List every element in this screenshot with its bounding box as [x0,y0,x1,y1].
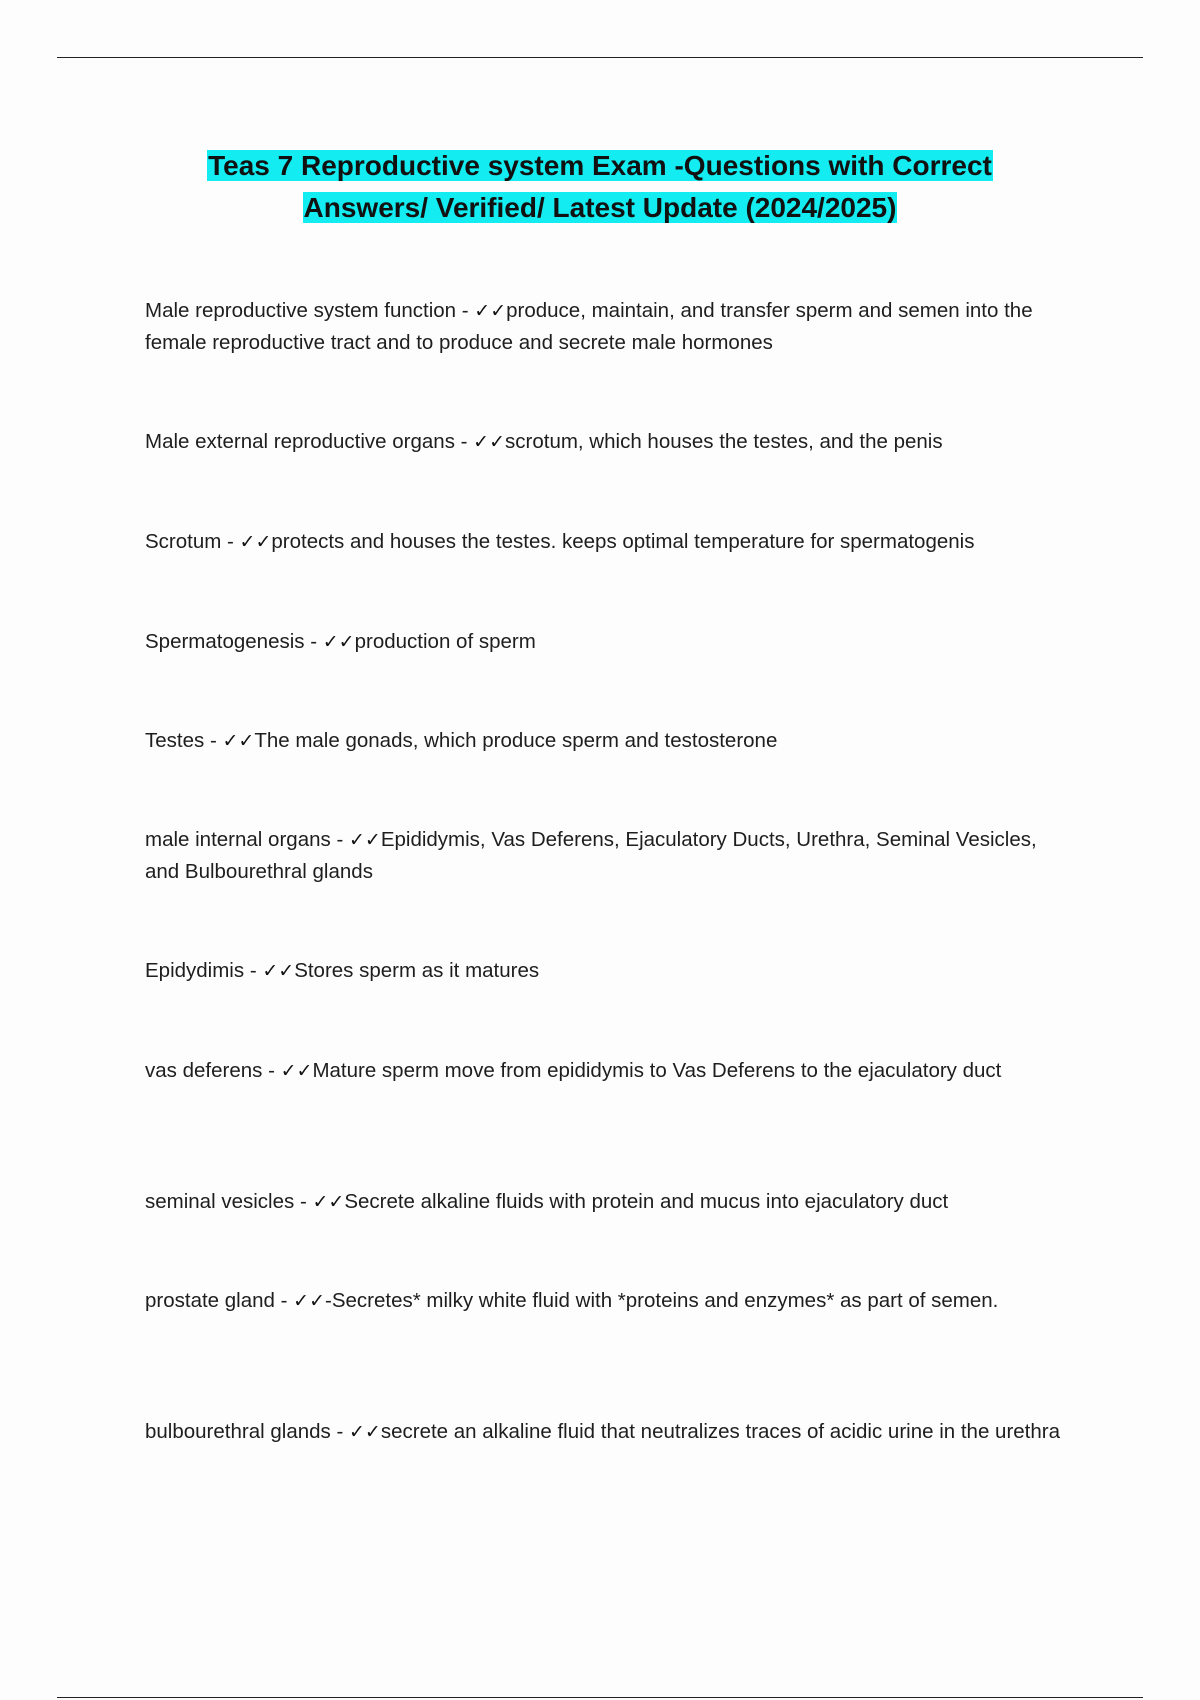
qa-term: Male external reproductive organs [145,430,455,453]
qa-item [145,426,1075,458]
qa-item [145,626,1075,658]
qa-term: Scrotum [145,530,222,553]
qa-definition: -Secretes* milky white fluid with *proteins and enzymes* as part of semen. [325,1289,999,1312]
qa-term: seminal vesicles [145,1190,295,1213]
qa-separator: - [330,828,349,851]
double-check-icon: ✓✓ [474,300,507,322]
qa-definition: protects and houses the testes. keeps optimal temperature for spermatogenis [271,530,975,553]
qa-item [145,1416,1075,1448]
qa-definition: Mature sperm move from epididymis to Vas Deferens to the ejaculatory duct [312,1059,1002,1082]
qa-term: Male reproductive system function [145,299,457,322]
qa-term: Epidydimis [145,959,245,982]
double-check-icon: ✓✓ [312,1191,345,1213]
double-check-icon: ✓✓ [348,829,381,851]
qa-separator: - [221,530,240,553]
qa-term: Spermatogenesis [145,630,305,653]
qa-term: Testes [145,729,205,752]
qa-term: prostate gland [145,1289,275,1312]
qa-definition: Secrete alkaline fluids with protein and mucus into ejaculatory duct [344,1190,949,1213]
double-check-icon: ✓✓ [473,431,506,453]
double-check-icon: ✓✓ [262,960,295,982]
qa-definition: scrotum, which houses the testes, and the penis [505,430,943,453]
qa-term: male internal organs [145,828,331,851]
qa-item [145,295,1075,359]
qa-separator: - [456,299,475,322]
qa-item [145,955,1075,987]
qa-item [145,526,1075,558]
double-check-icon: ✓✓ [349,1421,381,1443]
double-check-icon: ✓✓ [322,631,355,653]
qa-definition: produce, maintain, and transfer sperm and semen into the female reproductive tract and to produce and secrete male hormones [145,299,1033,354]
qa-definition: The male gonads, which produce sperm and testosterone [254,729,778,752]
qa-item [145,1285,1075,1317]
qa-term: vas deferens [145,1059,263,1082]
qa-separator: - [244,959,263,982]
qa-item [145,725,1075,757]
title-line-2: Answers/ Verified/ Latest Update (2024/2025) [303,192,897,223]
qa-item [145,1186,1075,1218]
page-title [0,145,1200,229]
qa-definition: production of sperm [354,630,536,653]
double-check-icon: ✓✓ [293,1290,325,1312]
qa-item [145,824,1075,888]
double-check-icon: ✓✓ [222,730,255,752]
qa-separator: - [304,630,323,653]
qa-separator: - [204,729,223,752]
qa-definition: secrete an alkaline fluid that neutralizes traces of acidic urine in the urethra [380,1420,1060,1443]
double-check-icon: ✓✓ [239,531,272,553]
qa-item [145,1055,1075,1087]
qa-term: bulbourethral glands [145,1420,331,1443]
qa-separator: - [262,1059,281,1082]
top-rule [57,57,1143,58]
qa-separator: - [454,430,474,453]
qa-definition: Epididymis, Vas Deferens, Ejaculatory Ducts, Urethra, Seminal Vesicles, and Bulbourethral glands [145,828,1037,883]
double-check-icon: ✓✓ [280,1060,313,1082]
qa-separator: - [330,1420,349,1443]
qa-separator: - [274,1289,294,1312]
qa-separator: - [294,1190,313,1213]
bottom-rule [57,1697,1143,1698]
title-line-1: Teas 7 Reproductive system Exam -Questions with Correct [208,150,992,181]
qa-definition: Stores sperm as it matures [294,959,540,982]
